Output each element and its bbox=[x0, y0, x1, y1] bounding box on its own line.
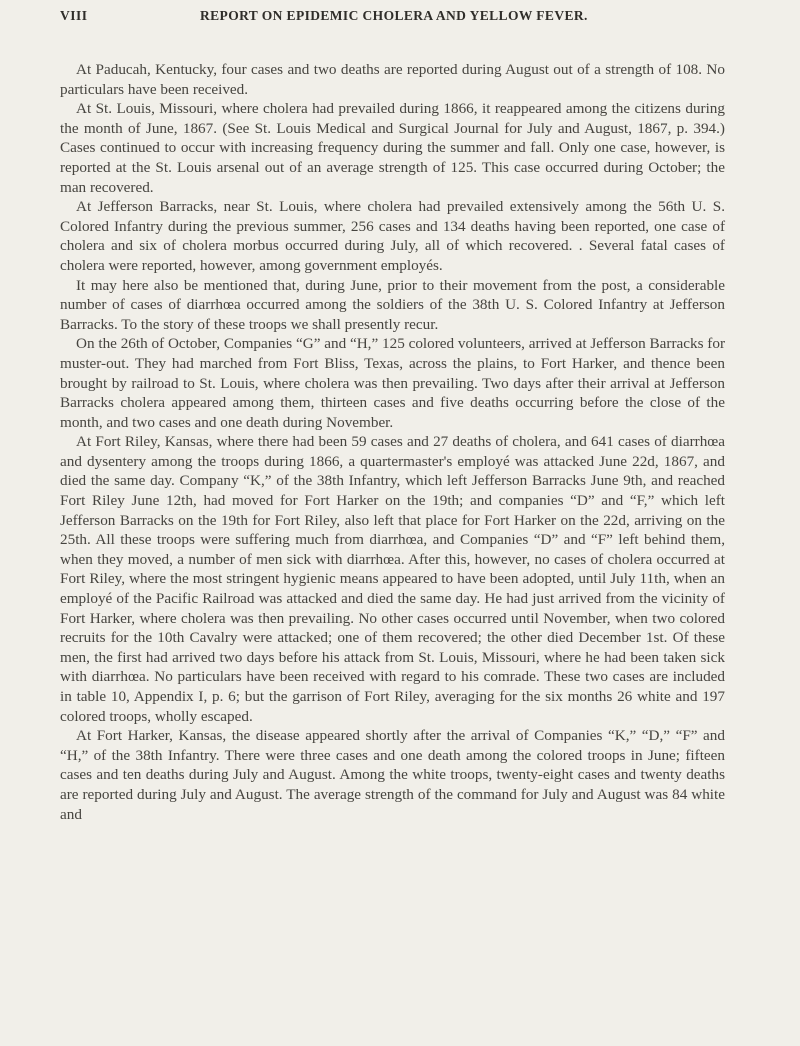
paragraph-fort-harker: At Fort Harker, Kansas, the disease appeared shortly after the arrival of Companies “K,” “D,” “F” and “H,” of the 38th Infantry. There were three cases and one death among the colored troops in June; fifteen cases and ten deaths during July and August. Among the white troops, twenty-eight cases and twenty deaths are reported during July and August. The average strength of the command for July and August was 84 white and bbox=[60, 727, 725, 823]
page-header-title: REPORT ON EPIDEMIC CHOLERA AND YELLOW FEVER. bbox=[200, 8, 588, 23]
body-text bbox=[60, 60, 725, 824]
running-header bbox=[60, 0, 725, 40]
paragraph-paducah: At Paducah, Kentucky, four cases and two deaths are reported during August out of a strength of 108. No particulars have been received. bbox=[60, 61, 725, 98]
document-page bbox=[60, 0, 725, 823]
paragraph-jefferson-barracks: At Jefferson Barracks, near St. Louis, where cholera had prevailed extensively among the 56th U. S. Colored Infantry during the previous summer, 256 cases and 134 deaths having been reported, one case of cholera and six of cholera morbus occurred during July, all of which recovered. . Several fatal cases of cholera were reported, however, among government employés. bbox=[60, 198, 725, 274]
paragraph-st-louis: At St. Louis, Missouri, where cholera had prevailed during 1866, it reappeared among the citizens during the month of June, 1867. (See St. Louis Medical and Surgical Journal for July and August, 1867, p. 394.) Cases continued to occur with increasing frequency during the summer and fall. Only one case, however, is reported at the St. Louis arsenal out of an average strength of 125. This case occurred during October; the man recovered. bbox=[60, 100, 725, 196]
paragraph-diarrhoea-38th: It may here also be mentioned that, during June, prior to their movement from the post, a considerable number of cases of diarrhœa occurred among the soldiers of the 38th U. S. Colored Infantry at Jefferson Barracks. To the story of these troops we shall presently recur. bbox=[60, 276, 725, 333]
paragraph-companies-g-h: On the 26th of October, Companies “G” and “H,” 125 colored volunteers, arrived at Jefferson Barracks for muster-out. They had marched from Fort Bliss, Texas, across the plains, to Fort Harker, and thence been brought by railroad to St. Louis, where cholera was then prevailing. Two days after their arrival at Jefferson Barracks cholera appeared among them, thirteen cases and five deaths occurring before the close of the month, and two cases and one death during November. bbox=[60, 335, 725, 431]
paragraph-fort-riley: At Fort Riley, Kansas, where there had been 59 cases and 27 deaths of cholera, and 641 cases of diarrhœa and dysentery among the troops during 1866, a quartermaster's employé was attacked June 22d, 1867, and died the same day. Company “K,” of the 38th Infantry, which left Jefferson Barracks June 9th, and reached Fort Riley June 12th, had moved for Fort Harker on the 19th; and companies “D” and “F,” which left Jefferson Barracks on the 19th for Fort Riley, also left that place for Fort Harker on the 22d, arriving on the 25th. All these troops were suffering much from diarrhœa, and Companies “D” and “F” left behind them, when they moved, a number of men sick with diarrhœa. After this, however, no cases of cholera occurred at Fort Riley, where the most stringent hygienic means appeared to have been adopted, until July 11th, when an employé of the Pacific Railroad was attacked and died the same day. He had just arrived from the vicinity of Fort Harker, where cholera was then prevailing. No other cases occurred until November, when two colored recruits for the 10th Cavalry were attacked; one of them recovered; the other died December 1st. Of these men, the first had arrived two days before his attack from St. Louis, Missouri, where he had been taken sick with diarrhœa. No particulars have been received with regard to his comrade. These two cases are included in table 10, Appendix I, p. 6; but the garrison of Fort Riley, averaging for the six months 26 white and 197 colored troops, wholly escaped. bbox=[60, 433, 725, 725]
page-number: VIII bbox=[60, 8, 88, 23]
